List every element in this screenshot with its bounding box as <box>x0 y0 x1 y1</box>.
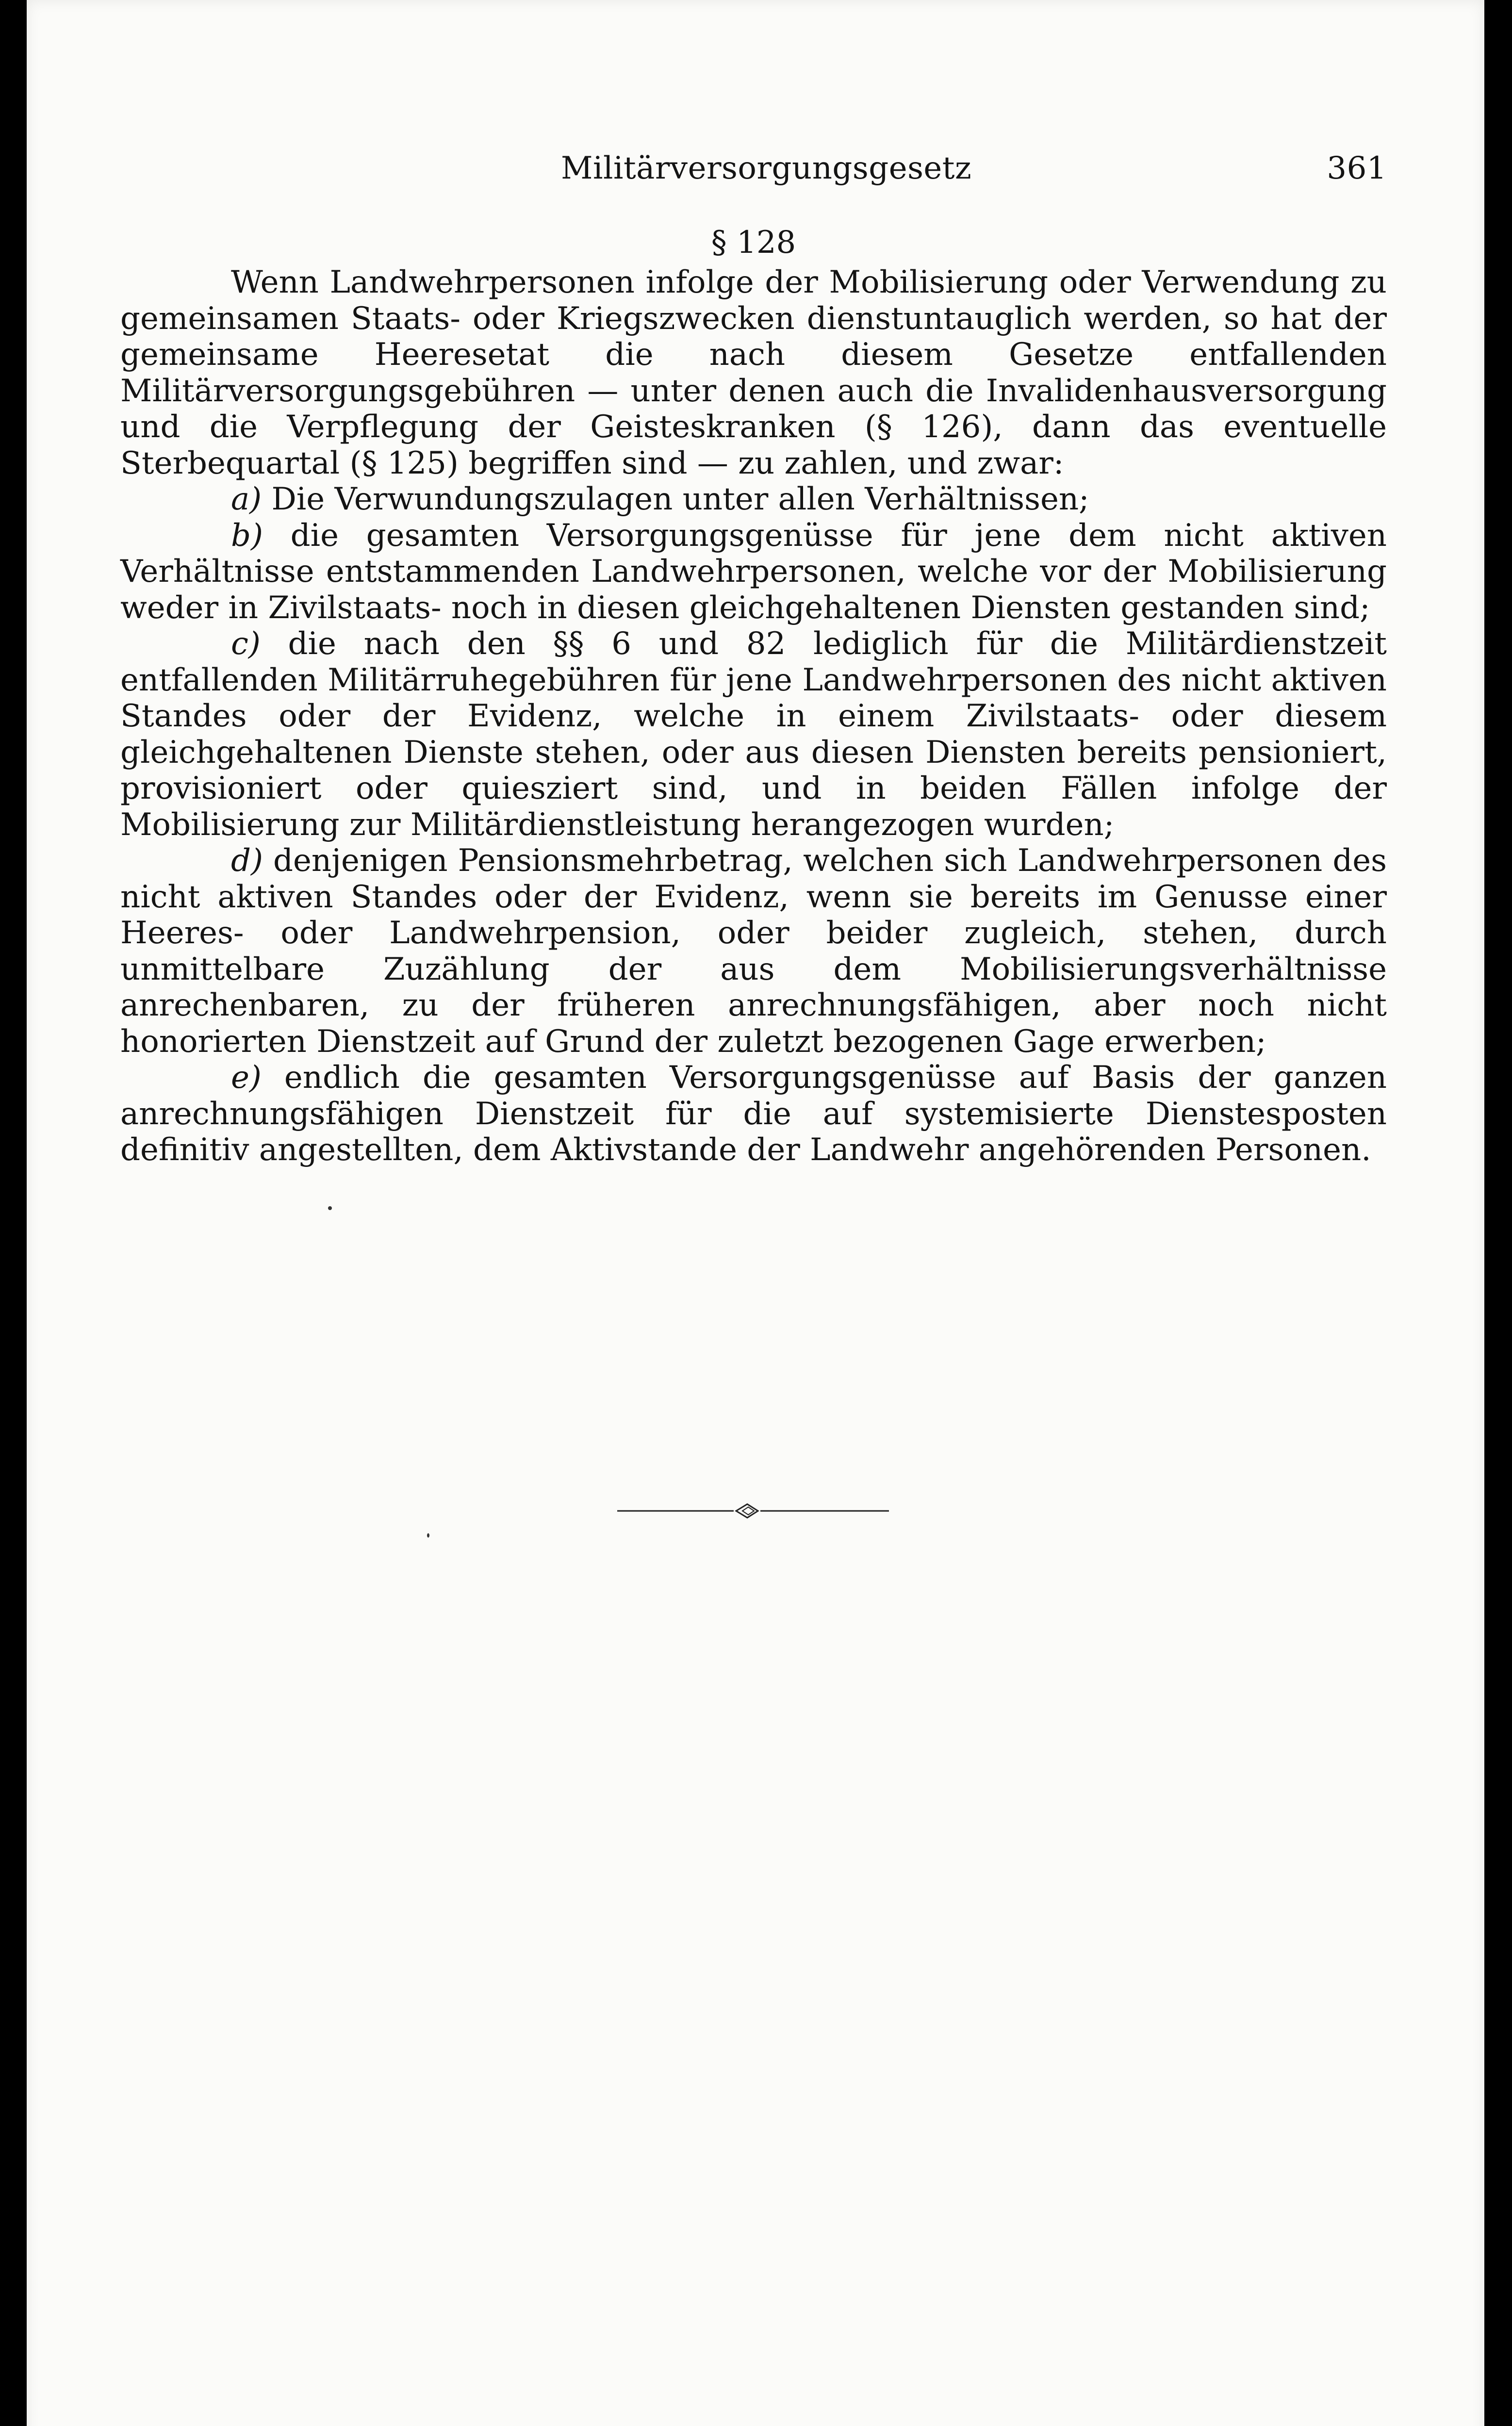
item-text: endlich die gesamten Versorgungsgenüsse auf Basis der ganzen anrechnungsfähigen Dienstzeit für die auf systemisierte Dienstesposten definitiv angestellten, dem Aktivstande der Landwehr angehörenden Personen. <box>120 1060 1387 1168</box>
list-item-e <box>120 1060 1387 1168</box>
item-marker: d) <box>231 843 263 879</box>
item-marker: a) <box>231 481 262 517</box>
item-marker: e) <box>231 1060 262 1096</box>
end-ornament-icon <box>617 1496 889 1525</box>
item-text: die nach den §§ 6 und 82 lediglich für die Militärdienstzeit entfallenden Militärruhegebühren für jene Landwehrpersonen des nicht aktiven Standes oder der Evidenz, welche in einem Zivilstaats- oder diesem gleichgehaltenen Dienste stehen, oder aus diesen Diensten bereits pensioniert, provisioniert oder quiesziert sind, und in beiden Fällen infolge der Mobilisierung zur Militärdienstleistung herangezogen wurden; <box>120 626 1387 843</box>
item-marker: b) <box>231 517 263 554</box>
item-text: die gesamten Versorgungsgenüsse für jene dem nicht aktiven Verhältnisse entstammenden Landwehrpersonen, welche vor der Mobilisierung weder in Zivilstaats- noch in diesen gleichgehaltenen Diensten gestanden sind; <box>120 517 1387 626</box>
item-marker: c) <box>231 626 261 662</box>
speck <box>328 1206 332 1210</box>
list-item-c <box>120 626 1387 843</box>
item-text: Die Verwundungszulagen unter allen Verhältnissen; <box>271 481 1089 517</box>
page-text-block <box>120 146 1387 1168</box>
list-item-b <box>120 518 1387 626</box>
list-item-d <box>120 843 1387 1060</box>
section-heading: § 128 <box>711 225 796 261</box>
speck <box>427 1533 429 1538</box>
item-text: denjenigen Pensionsmehrbetrag, welchen sich Landwehrpersonen des nicht aktiven Standes oder der Evidenz, wenn sie bereits im Genusse einer Heeres- oder Landwehrpension, oder beider zugleich, stehen, durch unmittelbare Zuzählung der aus dem Mobilisierungsverhältnisse anrechenbaren, zu der früheren anrechnungsfähigen, aber noch nicht honorierten Dienstzeit auf Grund der zuletzt bezogenen Gage erwerben; <box>120 843 1387 1060</box>
page-number: 361 <box>1327 150 1387 186</box>
list-item-a <box>120 481 1387 518</box>
intro-paragraph: Wenn Landwehrpersonen infolge der Mobilisierung oder Verwendung zu gemeinsamen Staats- oder Kriegszwecken dienstuntauglich werden, so hat der gemeinsame Heeresetat die nach diesem Gesetze entfallenden Militärversorgungsgebühren — unter denen auch die Invalidenhausversorgung und die Verpflegung der Geisteskranken (§ 126), dann das eventuelle Sterbequartal (§ 125) begriffen sind — zu zahlen, und zwar: <box>120 264 1387 481</box>
running-head <box>120 146 1387 194</box>
running-title: Militärversorgungsgesetz <box>561 150 972 186</box>
